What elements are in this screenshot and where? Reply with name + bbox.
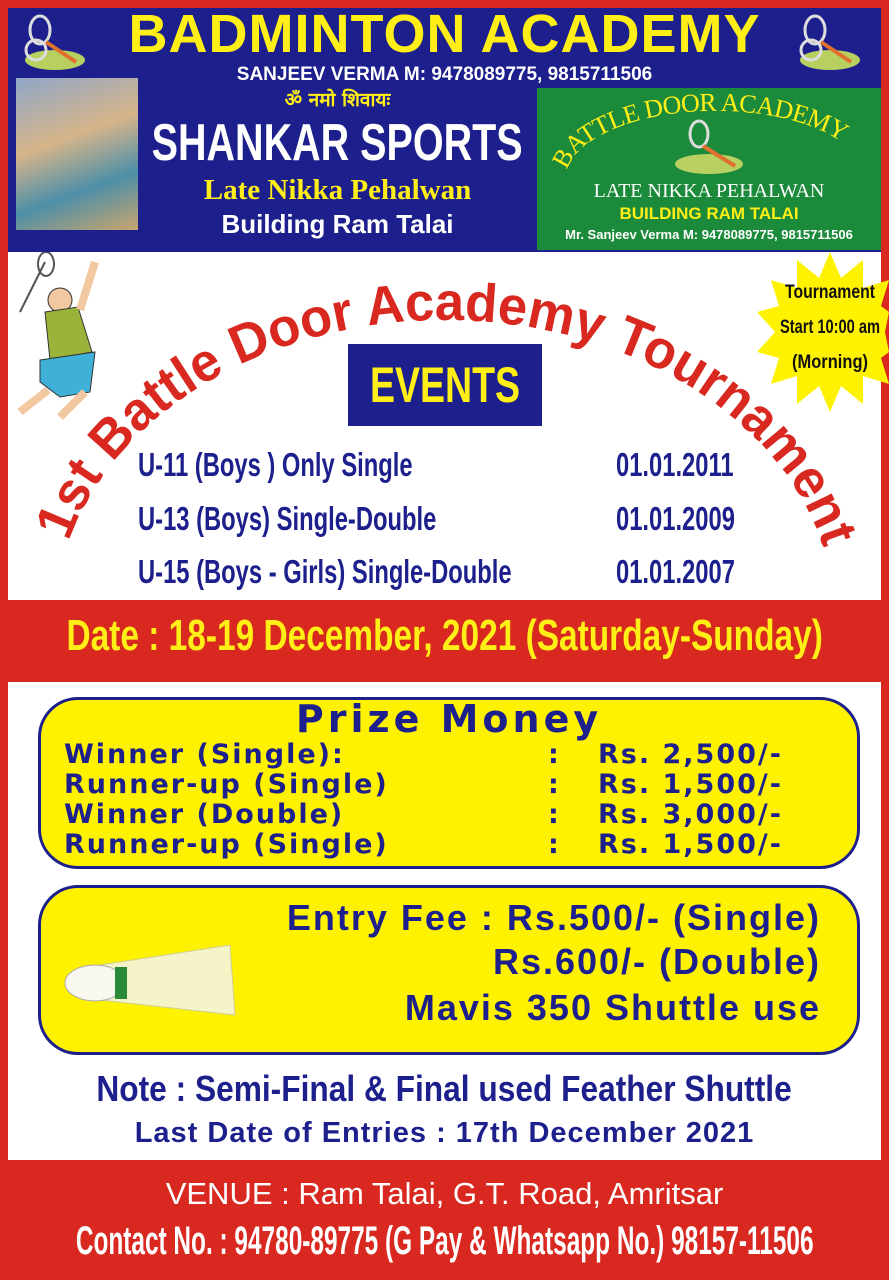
racket-icon	[18, 12, 93, 72]
battle-door-logo-text: BATTLE DOOR ACADEMY	[546, 88, 854, 173]
shuttlecock-icon	[60, 945, 240, 1020]
events-label	[348, 344, 542, 426]
note	[8, 1068, 881, 1110]
player-illustration	[20, 252, 95, 417]
shankar-late-text: Late Nikka Pehalwan	[203, 174, 472, 206]
start-line: (Morning)	[792, 352, 868, 373]
prize-sep: :	[548, 799, 561, 830]
prize-sep: :	[548, 769, 561, 800]
events-label-text: EVENTS	[369, 357, 521, 413]
battle-door-late-text: LATE NIKKA PEHALWAN	[593, 180, 825, 202]
mantra-text: ॐ नमो शिवायः	[284, 89, 391, 111]
prize-label: Winner (Single):	[64, 739, 345, 770]
battle-door-contact	[537, 227, 881, 243]
prize-label: Runner-up (Single)	[64, 829, 389, 860]
mantra	[140, 88, 535, 112]
deity-image	[16, 78, 138, 230]
shuttle-note: Mavis 350 Shuttle use	[404, 987, 821, 1028]
event-dob: 01.01.2007	[616, 553, 735, 590]
prize-amount: Rs. 1,500/-	[598, 769, 783, 800]
prize-label: Winner (Double)	[64, 799, 345, 830]
battle-door-building	[537, 204, 881, 224]
shankar-building-text: Building Ram Talai	[221, 209, 454, 239]
header-phone-text: SANJEEV VERMA M: 9478089775, 9815711506	[236, 64, 653, 85]
start-line: Tournament	[785, 282, 876, 303]
poster-title	[0, 6, 889, 62]
battle-door-contact-text: Mr. Sanjeev Verma M: 9478089775, 9815711506	[565, 227, 853, 242]
prize-label: Runner-up (Single)	[64, 769, 389, 800]
prize-amount: Rs. 2,500/-	[598, 739, 783, 770]
event-name: U-13 (Boys) Single-Double	[138, 500, 437, 537]
last-date	[8, 1116, 881, 1150]
event-name: U-11 (Boys ) Only Single	[138, 446, 413, 483]
battle-door-building-text: BUILDING RAM TALAI	[619, 204, 799, 223]
start-line: Start 10:00 am	[780, 317, 880, 338]
contact-numbers-text: Contact No. : 94780-89775 (G Pay & Whatsapp No.) 98157-11506	[75, 1219, 814, 1263]
venue	[0, 1176, 889, 1212]
racket-icon	[793, 12, 868, 72]
shankar-sports-name	[140, 114, 535, 172]
prize-amount: Rs. 3,000/-	[598, 799, 783, 830]
shankar-building	[140, 209, 535, 239]
shankar-sports-name-text: SHANKAR SPORTS	[151, 114, 524, 172]
note-text: Note : Semi-Final & Final used Feather Shuttle	[96, 1068, 793, 1109]
event-dob: 01.01.2009	[616, 500, 735, 537]
event-name: U-15 (Boys - Girls) Single-Double	[138, 553, 512, 590]
shankar-late	[140, 174, 535, 207]
last-date-text: Last Date of Entries : 17th December 2021	[134, 1117, 755, 1149]
prize-sep: :	[548, 739, 561, 770]
poster-title-text: BADMINTON ACADEMY	[128, 4, 761, 64]
contact-numbers	[0, 1216, 889, 1266]
tournament-graphics	[0, 252, 889, 600]
prize-amount: Rs. 1,500/-	[598, 829, 783, 860]
entry-fee-double: Rs.600/- (Double)	[492, 941, 821, 982]
tournament-date-text: Date : 18-19 December, 2021 (Saturday-Sunday)	[66, 611, 823, 660]
venue-text: VENUE : Ram Talai, G.T. Road, Amritsar	[165, 1176, 724, 1211]
prize-title: Prize Money	[295, 697, 603, 741]
tournament-date	[8, 610, 881, 662]
battle-door-logo	[537, 88, 881, 178]
tournament-arc-title: 1st Battle Door Academy Tournament	[23, 271, 870, 553]
prize-sep: :	[548, 829, 561, 860]
battle-door-late	[537, 180, 881, 203]
event-dob: 01.01.2011	[616, 446, 734, 483]
entry-fee-single: Entry Fee : Rs.500/- (Single)	[286, 897, 821, 938]
